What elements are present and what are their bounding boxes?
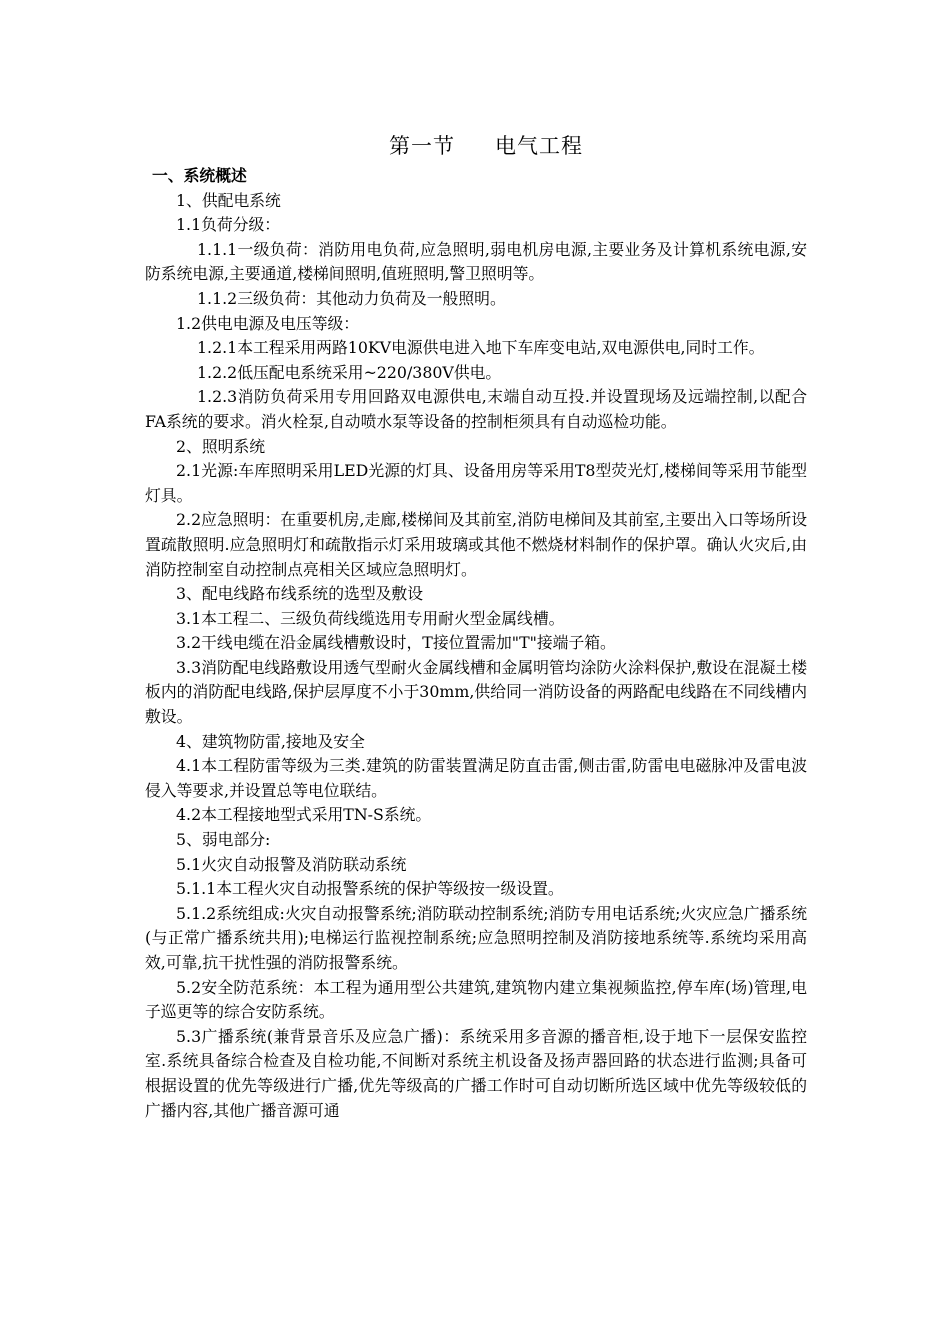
body-text bbox=[145, 164, 807, 1123]
paragraph: 3.1本工程二、三级负荷线缆选用专用耐火型金属线槽。 bbox=[176, 608, 565, 628]
paragraph: 1、供配电系统 bbox=[176, 190, 281, 210]
paragraph: 2.1光源:车库照明采用LED光源的灯具、设备用房等采用T8型荧光灯,楼梯间等采用节能型灯具。 bbox=[145, 461, 807, 505]
paragraph: 1.2.1本工程采用两路10KV电源供电进入地下车库变电站,双电源供电,同时工作。 bbox=[197, 338, 765, 358]
paragraph: 2.2应急照明：在重要机房,走廊,楼梯间及其前室,消防电梯间及其前室,主要出入口等场所设置疏散照明.应急照明灯和疏散指示灯采用玻璃或其他不燃烧材料制作的保护罩。确认火灾后,由消防控制室自动控制点亮相关区域应急照明灯。 bbox=[145, 510, 807, 579]
paragraph: 4.2本工程接地型式采用TN-S系统。 bbox=[176, 805, 432, 825]
paragraph: 5.1.2系统组成:火灾自动报警系统;消防联动控制系统;消防专用电话系统;火灾应急广播系统(与正常广播系统共用);电梯运行监视控制系统;应急照明控制及消防接地系统等.系统均采用高效,可靠,抗干扰性强的消防报警系统。 bbox=[145, 903, 807, 972]
paragraph: 4、建筑物防雷,接地及安全 bbox=[176, 731, 365, 751]
paragraph: 1.1.1一级负荷：消防用电负荷,应急照明,弱电机房电源,主要业务及计算机系统电源,安防系统电源,主要通道,楼梯间照明,值班照明,警卫照明等。 bbox=[145, 239, 807, 284]
section-title bbox=[165, 128, 807, 164]
paragraph: 1.2.2低压配电系统采用~220/380V供电。 bbox=[197, 362, 502, 382]
paragraph: 5.3广播系统(兼背景音乐及应急广播)：系统采用多音源的播音柜,设于地下一层保安监控室.系统具备综合检查及自检功能,不间断对系统主机设备及扬声器回路的状态进行监测;具备可根据设置的优先等级进行广播,优先等级高的广播工作时可自动切断所选区域中优先等级较低的广播内容,其他广播音源可通 bbox=[145, 1026, 807, 1120]
paragraph: 3、配电线路布线系统的选型及敷设 bbox=[176, 584, 424, 604]
paragraph: 5.2安全防范系统：本工程为通用型公共建筑,建筑物内建立集视频监控,停车库(场)管理,电子巡更等的综合安防系统。 bbox=[145, 977, 807, 1022]
section-name: 电气工程 bbox=[495, 134, 583, 158]
paragraph: 1.1负荷分级： bbox=[176, 215, 281, 235]
section-number: 第一节 bbox=[389, 134, 455, 158]
paragraph: 5.1火灾自动报警及消防联动系统 bbox=[176, 854, 407, 874]
section-heading: 一、系统概述 bbox=[152, 166, 247, 185]
paragraph: 1.2供电电源及电压等级： bbox=[176, 313, 360, 333]
paragraph: 1.2.3消防负荷采用专用回路双电源供电,末端自动互投.并设置现场及远端控制,以配合FA系统的要求。消火栓泵,自动喷水泵等设备的控制柜须具有自动巡检功能。 bbox=[145, 387, 807, 431]
paragraph: 4.1本工程防雷等级为三类.建筑的防雷装置满足防直击雷,侧击雷,防雷电电磁脉冲及雷电波侵入等要求,并设置总等电位联结。 bbox=[145, 756, 807, 800]
paragraph: 3.2干线电缆在沿金属线槽敷设时，T接位置需加"T"接端子箱。 bbox=[176, 633, 616, 653]
paragraph: 5.1.1本工程火灾自动报警系统的保护等级按一级设置。 bbox=[176, 879, 564, 899]
paragraph: 1.1.2三级负荷：其他动力负荷及一般照明。 bbox=[197, 288, 506, 308]
paragraph: 3.3消防配电线路敷设用透气型耐火金属线槽和金属明管均涂防火涂料保护,敷设在混凝土楼板内的消防配电线路,保护层厚度不小于30mm,供给同一消防设备的两路配电线路在不同线槽内敷设。 bbox=[145, 657, 807, 727]
paragraph: 5、弱电部分: bbox=[176, 830, 271, 850]
document-page bbox=[145, 128, 807, 1123]
paragraph: 2、照明系统 bbox=[176, 436, 266, 456]
